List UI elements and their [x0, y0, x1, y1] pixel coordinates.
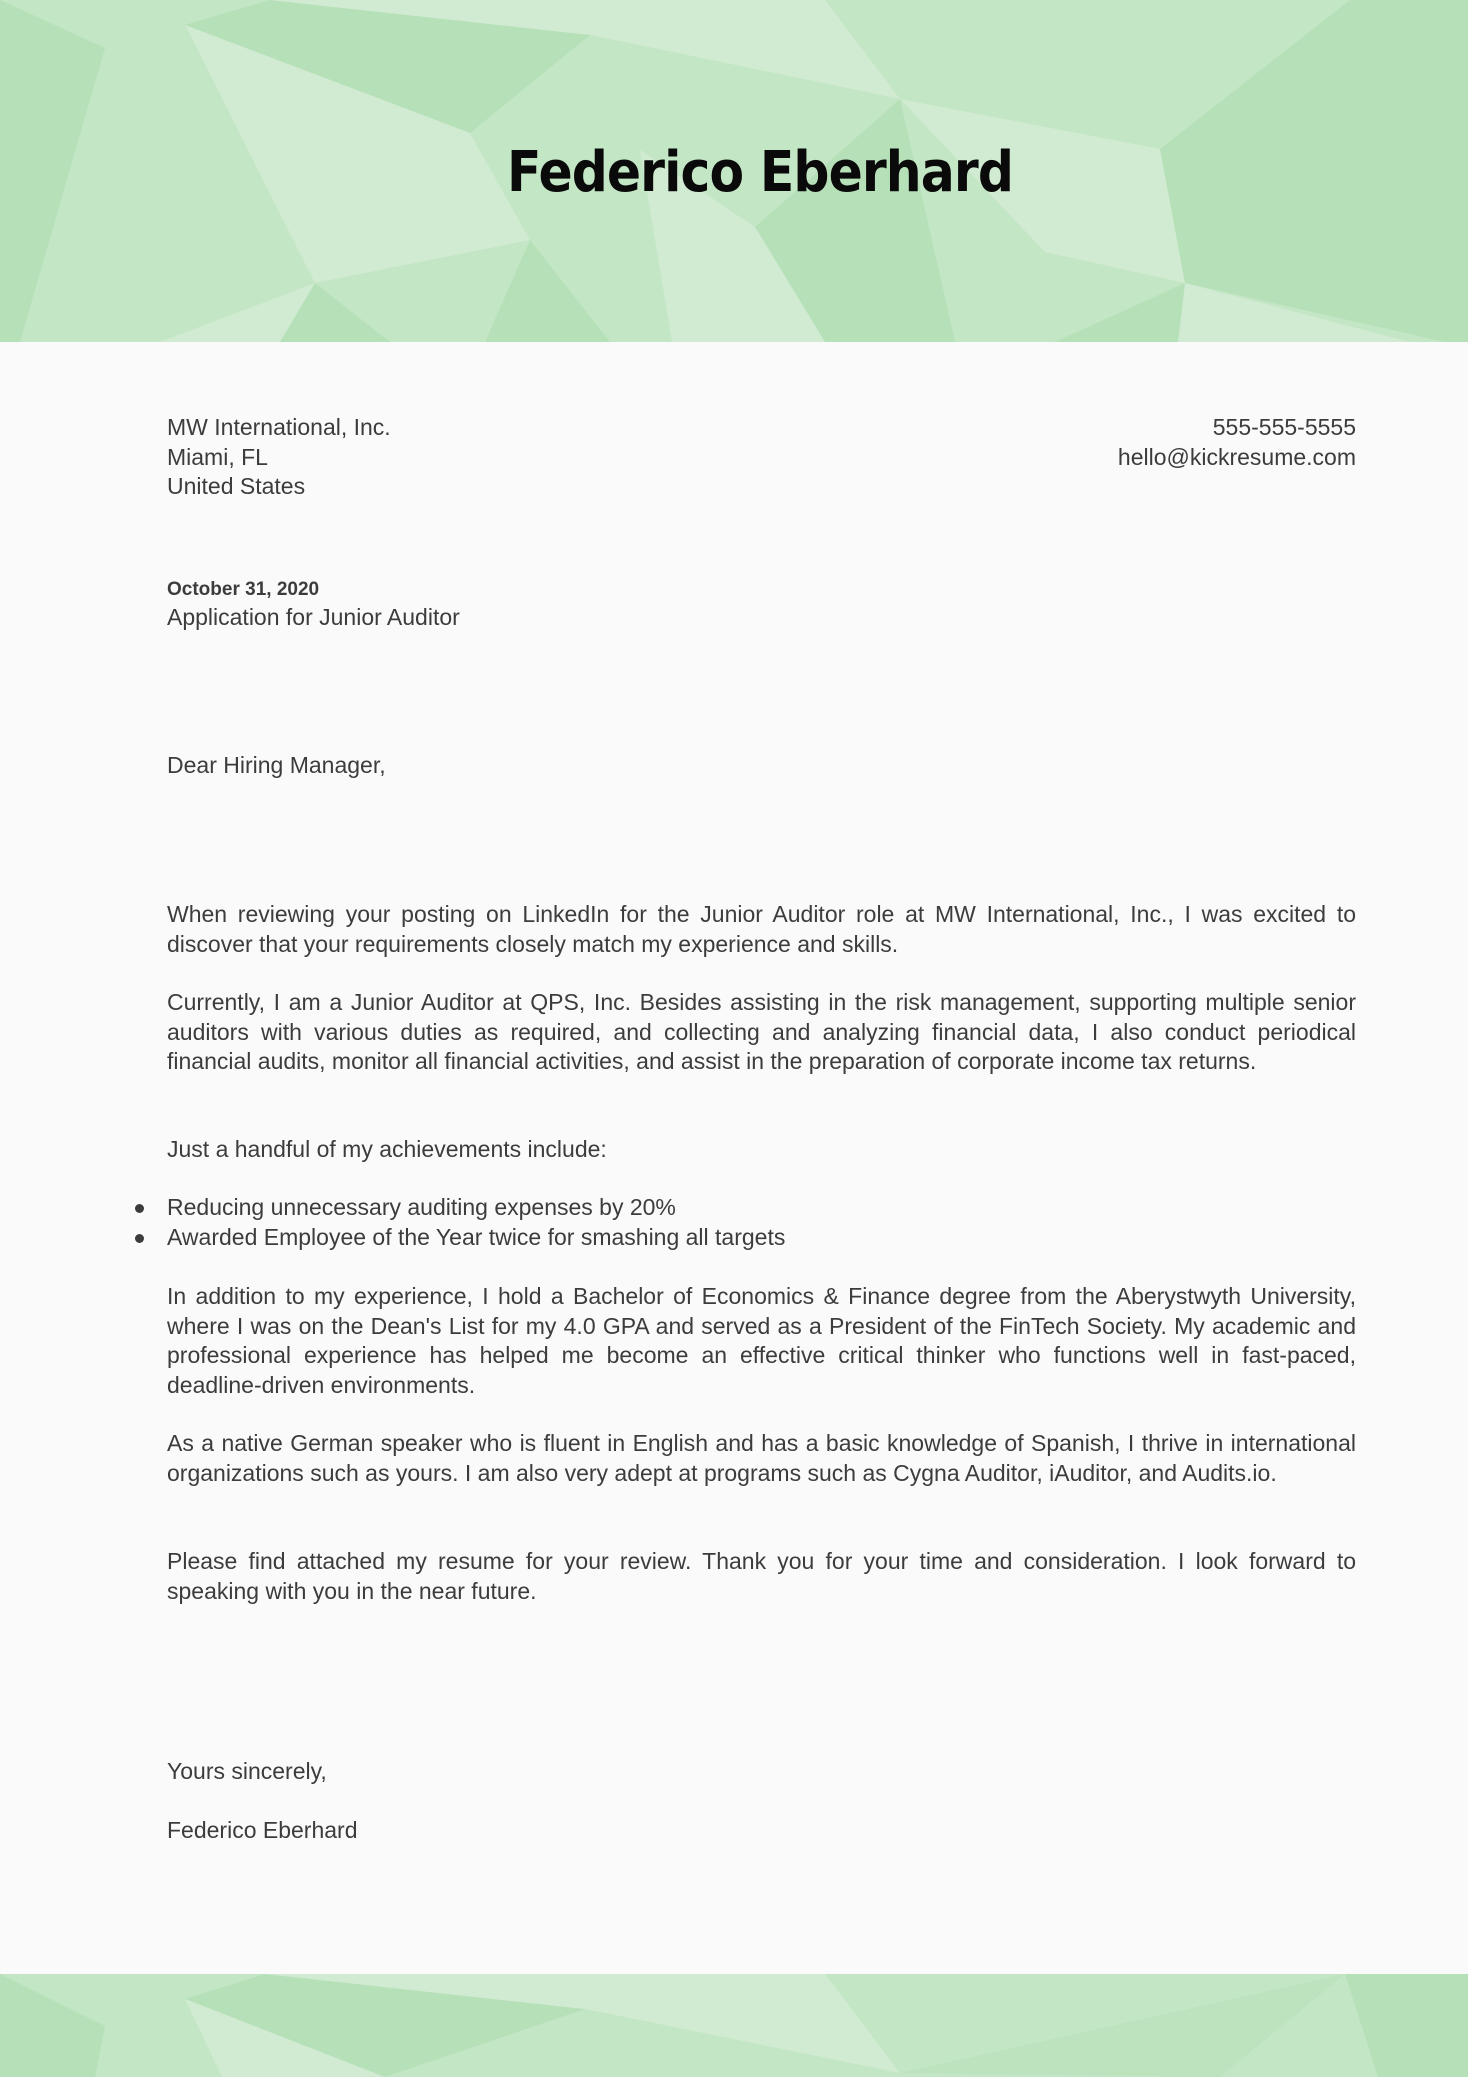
- letter-date: October 31, 2020: [167, 579, 320, 600]
- applicant-name: Federico Eberhard: [506, 140, 1014, 205]
- paragraph-6: Please find attached my resume for your review. Thank you for your time and consideration. I look forward to speaking with you in the near future.: [167, 1548, 1356, 1604]
- greeting: Dear Hiring Manager,: [167, 752, 386, 778]
- paragraph-4: In addition to my experience, I hold a Bachelor of Economics & Finance degree from the Aberystwyth University, where I was on the Dean's List for my 4.0 GPA and served as a President of the FinTech Society. My academic and professional experience has helped me become an effective critical thinker who functions well in fast-paced, deadline-driven environments.: [167, 1283, 1356, 1398]
- contact-phone: 555-555-5555: [1212, 414, 1356, 440]
- recipient-company: MW International, Inc.: [167, 414, 391, 440]
- recipient-country: United States: [167, 473, 306, 499]
- footer-banner: [0, 1974, 1468, 2077]
- paragraph-5: As a native German speaker who is fluent in English and has a basic knowledge of Spanish, I thrive in international organizations such as yours. I am also very adept at programs such as Cygna Auditor, iAuditor, and Audits.io.: [167, 1430, 1356, 1486]
- contact-email: hello@kickresume.com: [1117, 443, 1356, 470]
- paragraph-3: Just a handful of my achievements include:: [167, 1136, 607, 1162]
- letter-subject: Application for Junior Auditor: [167, 604, 460, 630]
- paragraph-2: Currently, I am a Junior Auditor at QPS, Inc. Besides assisting in the risk management, supporting multiple senior auditors with various duties as required, and collecting and analyzing financial data, I also conduct periodical financial audits, monitor all financial activities, and assist in the preparation of corporate income tax returns.: [167, 989, 1356, 1074]
- recipient-address: [167, 413, 391, 502]
- bullet-icon: [135, 1234, 144, 1243]
- paragraph-1: When reviewing your posting on LinkedIn for the Junior Auditor role at MW International, Inc., I was excited to discover that your requirements closely match my experience and skills.: [167, 901, 1356, 957]
- header-banner: [0, 0, 1468, 342]
- bullet-icon: [135, 1204, 144, 1213]
- signature: Federico Eberhard: [167, 1817, 358, 1843]
- list-item: Reducing unnecessary auditing expenses by 20%: [167, 1193, 785, 1223]
- list-item: Awarded Employee of the Year twice for smashing all targets: [167, 1223, 785, 1253]
- polygon-pattern-icon: [0, 1974, 1468, 2077]
- closing: Yours sincerely,: [167, 1758, 327, 1784]
- contact-info: [1118, 413, 1356, 472]
- recipient-city: Miami, FL: [167, 443, 268, 470]
- achievements-list: [167, 1193, 785, 1252]
